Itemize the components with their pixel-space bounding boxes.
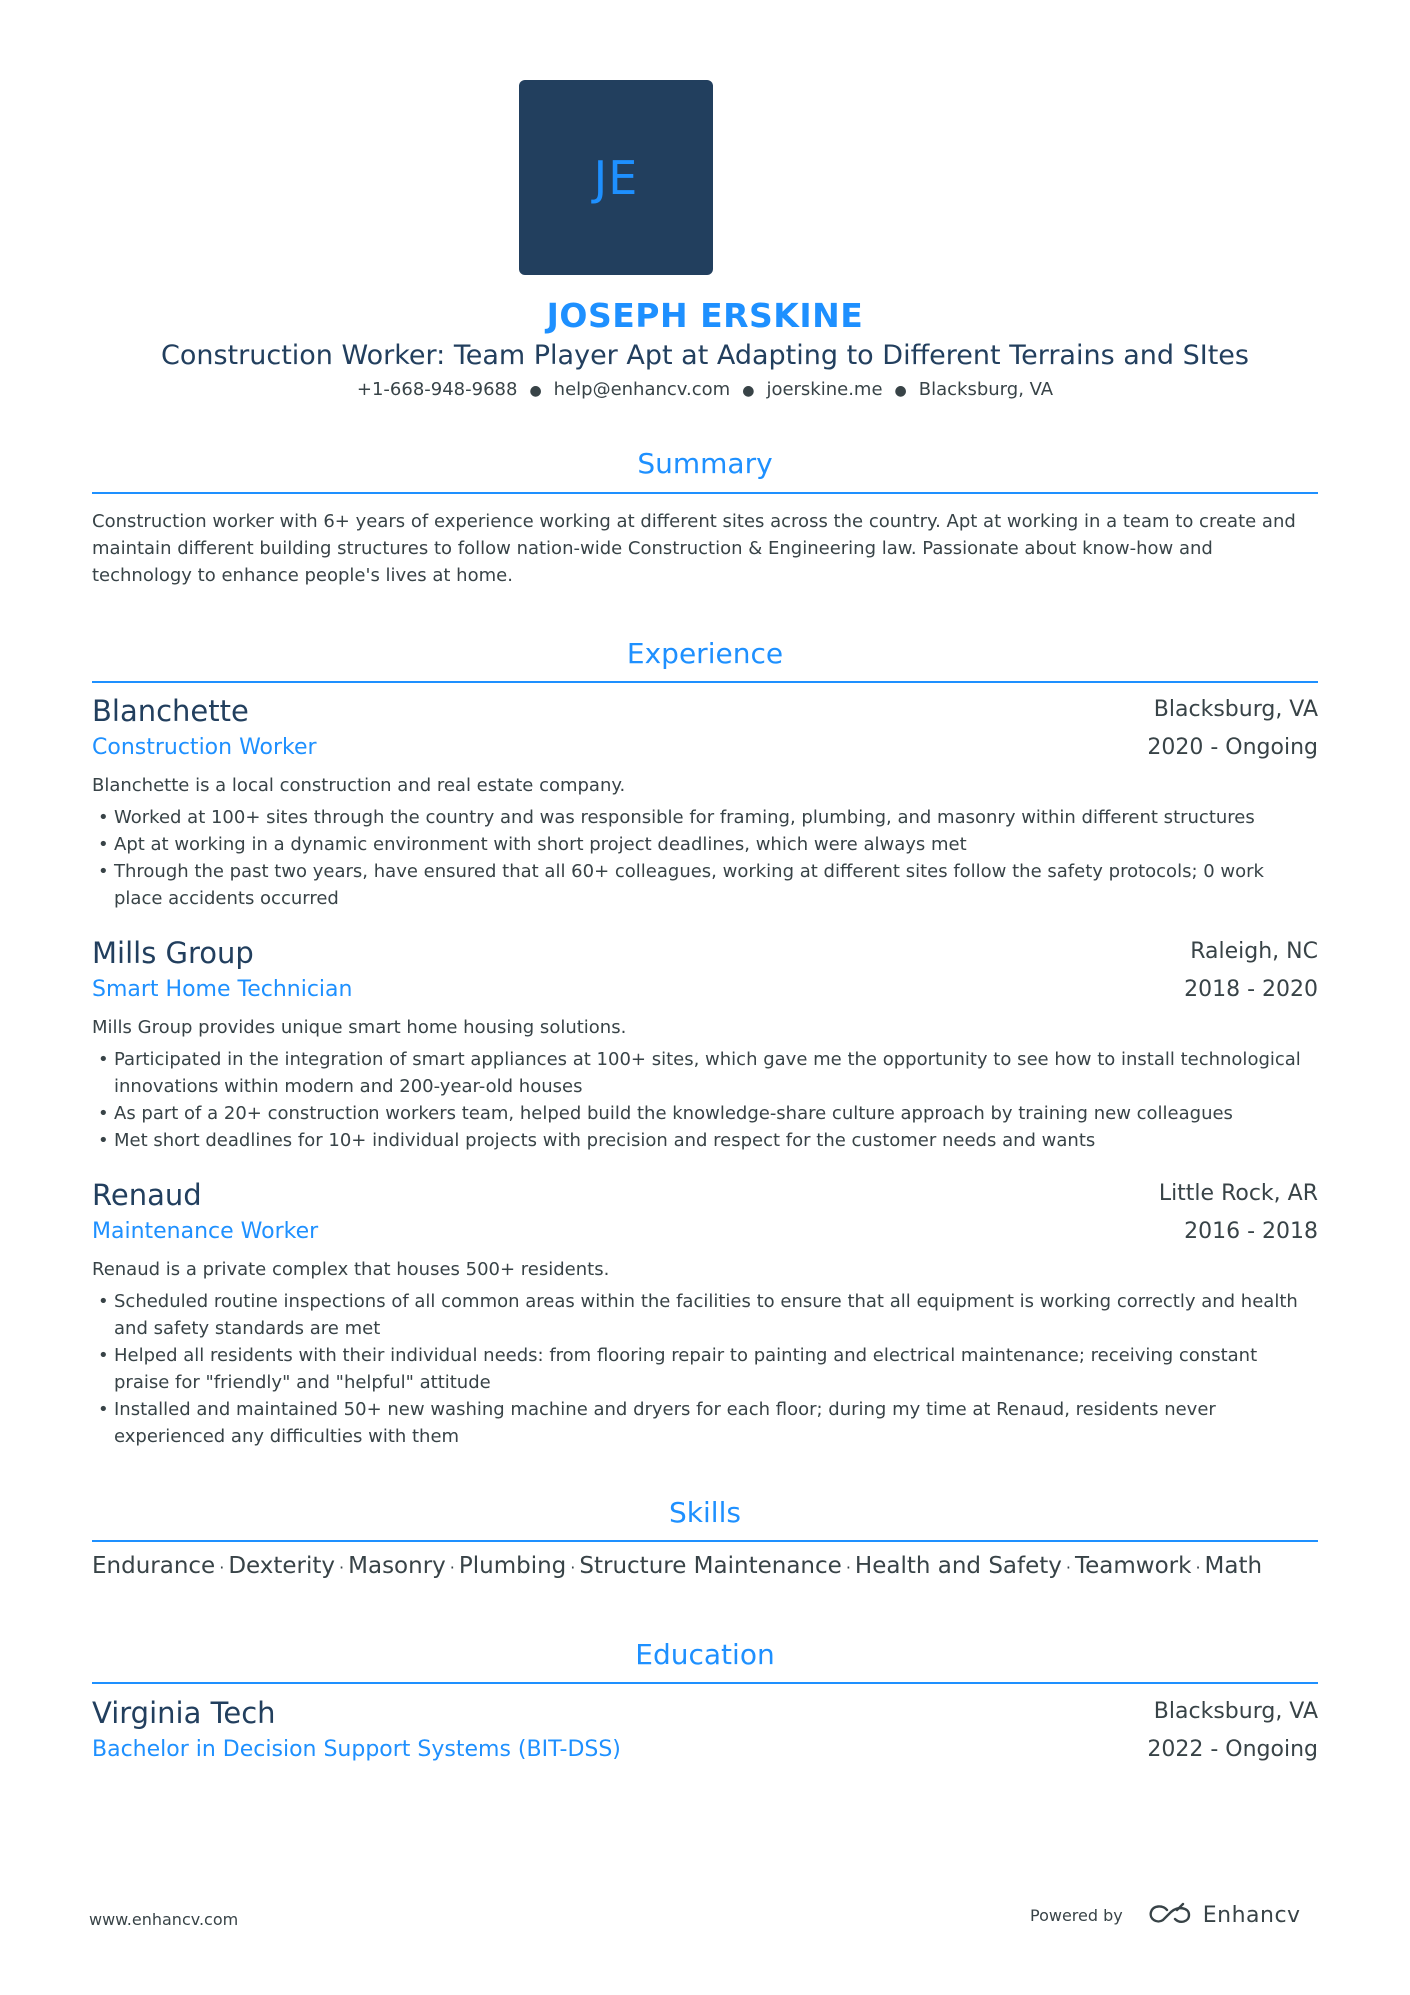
list-item: • Met short deadlines for 10+ individual projects with precision and respect for the customer needs and wants xyxy=(92,1127,1318,1154)
candidate-name: JOSEPH ERSKINE xyxy=(546,296,864,335)
contact-location: Blacksburg, VA xyxy=(918,379,1054,400)
education-location: Blacksburg, VA xyxy=(1153,1699,1318,1724)
job-role: Maintenance Worker xyxy=(92,1219,319,1244)
contact-separator: ● xyxy=(894,383,907,399)
job-bullets xyxy=(92,1046,1318,1154)
list-item: • As part of a 20+ construction workers team, helped build the knowledge-share culture approach by training new colleagues xyxy=(92,1100,1318,1127)
job-role: Smart Home Technician xyxy=(92,977,353,1002)
skill-item: Dexterity xyxy=(228,1553,336,1579)
skill-item: Plumbing xyxy=(458,1553,567,1579)
section-title-skills: Skills xyxy=(669,1496,741,1529)
list-item: • Through the past two years, have ensured that all 60+ colleagues, working at different sites follow the safety protocols; 0 work place accidents occurred xyxy=(92,858,1318,912)
job-bullets xyxy=(92,804,1318,912)
contact-phone[interactable]: +1-668-948-9688 xyxy=(356,379,518,400)
job-location: Little Rock, AR xyxy=(1158,1181,1318,1206)
job-description: Blanchette is a local construction and real estate company. xyxy=(92,775,626,796)
enhancv-logo-icon xyxy=(1147,1902,1195,1928)
job-company: Blanchette xyxy=(92,694,249,728)
skills-list xyxy=(92,1553,1318,1579)
skill-item: Structure Maintenance xyxy=(579,1553,842,1579)
job-description: Mills Group provides unique smart home housing solutions. xyxy=(92,1017,627,1038)
job-location: Raleigh, NC xyxy=(1190,939,1318,964)
list-item: • Participated in the integration of smart appliances at 100+ sites, which gave me the opportunity to see how to install technological innovations within modern and 200-year-old houses xyxy=(92,1046,1318,1100)
skill-separator: · xyxy=(219,1558,225,1577)
contact-separator: ● xyxy=(742,383,755,399)
job-dates: 2020 - Ongoing xyxy=(1147,735,1318,760)
brand-name[interactable]: Enhancv xyxy=(1202,1902,1301,1928)
list-item: • Helped all residents with their individual needs: from flooring repair to painting and electrical maintenance; receiving constant praise for "friendly" and "helpful" attitude xyxy=(92,1342,1318,1396)
education-school: Virginia Tech xyxy=(92,1696,276,1730)
skill-separator: · xyxy=(570,1558,576,1577)
section-title-education: Education xyxy=(635,1638,775,1671)
skill-item: Teamwork xyxy=(1075,1553,1192,1579)
contact-email[interactable]: help@enhancv.com xyxy=(553,379,731,400)
summary-text: Construction worker with 6+ years of experience working at different sites across the country. Apt at working in a team to create and maintain different building structures to follow nation-wide Construction & Engineering law. Passionate about know-how and technology to enhance people's lives at home. xyxy=(92,511,1296,586)
section-divider xyxy=(92,1682,1318,1684)
list-item: • Installed and maintained 50+ new washing machine and dryers for each floor; during my time at Renaud, residents never experienced any difficulties with them xyxy=(92,1396,1318,1450)
footer-branding xyxy=(1030,1902,1301,1928)
candidate-headline: Construction Worker: Team Player Apt at Adapting to Different Terrains and SItes xyxy=(161,340,1249,371)
section-divider xyxy=(92,1540,1318,1542)
skill-separator: · xyxy=(845,1558,851,1577)
skill-separator: · xyxy=(1065,1558,1071,1577)
skill-item: Endurance xyxy=(92,1553,216,1579)
section-title-summary: Summary xyxy=(637,447,773,480)
footer-website-link[interactable]: www.enhancv.com xyxy=(89,1910,239,1929)
section-title-experience: Experience xyxy=(626,637,784,670)
job-location: Blacksburg, VA xyxy=(1153,697,1318,722)
contact-separator: ● xyxy=(529,383,542,399)
list-item: • Worked at 100+ sites through the country and was responsible for framing, plumbing, and masonry within different structures xyxy=(92,804,1318,831)
list-item: • Apt at working in a dynamic environment with short project deadlines, which were always met xyxy=(92,831,1318,858)
skill-item: Masonry xyxy=(348,1553,446,1579)
section-divider xyxy=(92,681,1318,683)
contact-website[interactable]: joerskine.me xyxy=(766,379,883,400)
job-dates: 2018 - 2020 xyxy=(1184,977,1318,1002)
skill-item: Math xyxy=(1204,1553,1263,1579)
job-bullets xyxy=(92,1288,1318,1450)
list-item: • Scheduled routine inspections of all common areas within the facilities to ensure that all equipment is working correctly and health and safety standards are met xyxy=(92,1288,1318,1342)
contact-line xyxy=(92,379,1318,400)
skill-item: Health and Safety xyxy=(854,1553,1062,1579)
skill-separator: · xyxy=(449,1558,455,1577)
job-company: Mills Group xyxy=(92,936,254,970)
job-role: Construction Worker xyxy=(92,735,317,760)
job-company: Renaud xyxy=(92,1178,202,1212)
avatar xyxy=(519,80,713,275)
powered-by-label: Powered by xyxy=(1030,1905,1123,1925)
skill-separator: · xyxy=(1195,1558,1201,1577)
education-degree: Bachelor in Decision Support Systems (BIT-DSS) xyxy=(92,1737,621,1762)
education-dates: 2022 - Ongoing xyxy=(1147,1737,1318,1762)
job-dates: 2016 - 2018 xyxy=(1184,1219,1318,1244)
section-divider xyxy=(92,492,1318,494)
skill-separator: · xyxy=(339,1558,345,1577)
avatar-initials: JE xyxy=(593,150,639,205)
job-description: Renaud is a private complex that houses 500+ residents. xyxy=(92,1259,610,1280)
